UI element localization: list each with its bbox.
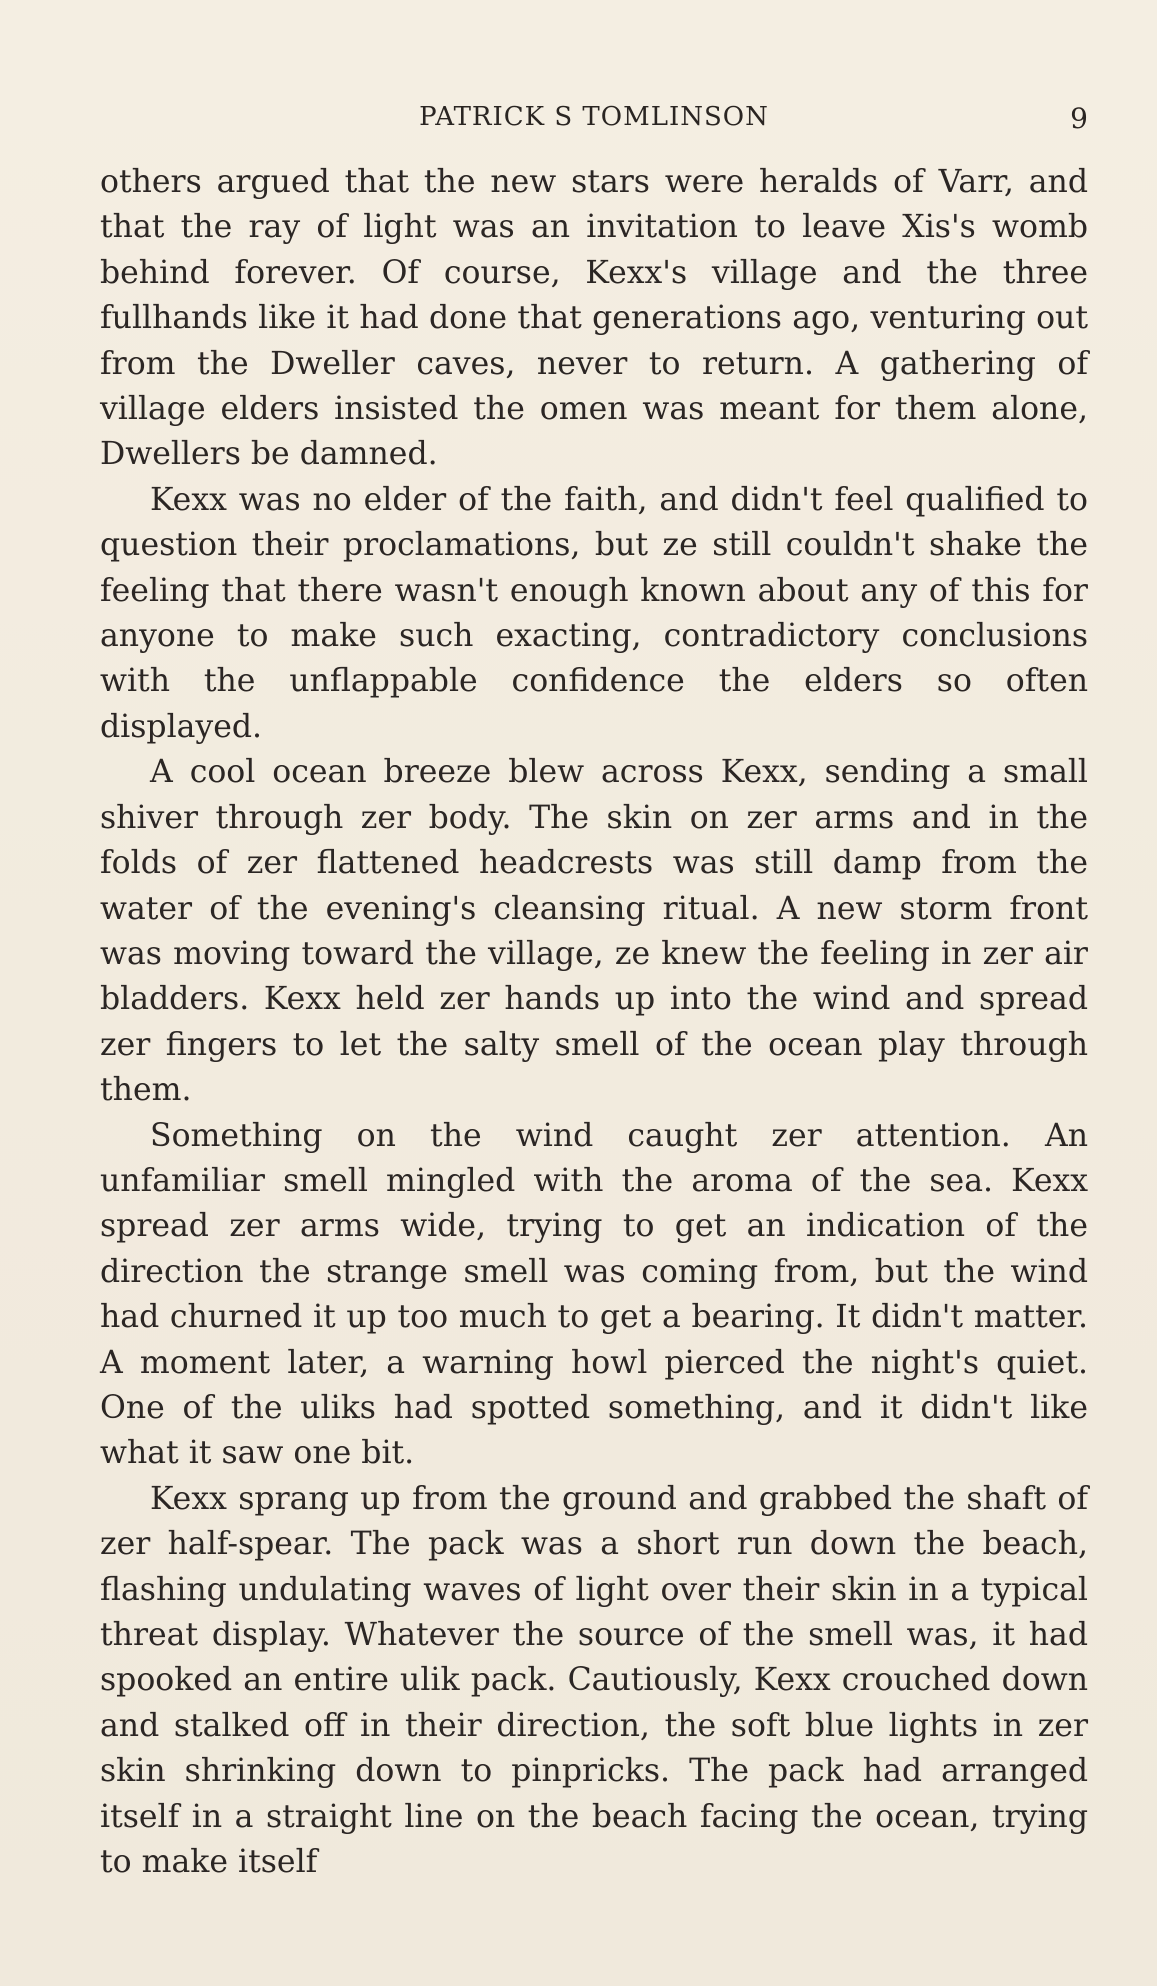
body-text <box>100 160 1088 1885</box>
running-header <box>100 102 1088 142</box>
paragraph-continued: others argued that the new stars were heralds of Varr, and that the ray of light was an invitation to leave Xis's womb behind forever. Of course, Kexx's village and the three fullhands like it had done that generations ago, venturing out from the Dweller caves, never to return. A gathering of village elders insisted the omen was meant for them alone, Dwellers be damned. <box>100 164 1088 473</box>
paragraph: Kexx sprang up from the ground and grabbed the shaft of zer half-spear. The pack was a short run down the beach, flashing undulating waves of light over their skin in a typical threat display. Whatever the source of the smell was, it had spooked an entire ulik pack. Cautiously, Kexx crouched down and stalked off in their direction, the soft blue lights in zer skin shrinking down to pinpricks. The pack had arranged itself in a straight line on the beach facing the ocean, trying to make itself <box>100 1480 1088 1881</box>
page-number: 9 <box>1070 102 1088 135</box>
running-head-author: PATRICK S TOMLINSON <box>419 102 769 132</box>
paragraph: A cool ocean breeze blew across Kexx, sending a small shiver through zer body. The skin on zer arms and in the folds of zer flattened headcrests was still damp from the water of the evening's cleansing ritual. A new storm front was moving toward the village, ze knew the feeling in zer air bladders. Kexx held zer hands up into the wind and spread zer fingers to let the salty smell of the ocean play through them. <box>100 754 1088 1109</box>
paragraph: Kexx was no elder of the faith, and didn't feel qualified to question their proclamations, but ze still couldn't shake the feeling that there wasn't enough known about any of this for anyone to make such exacting, contradictory conclusions with the unflappable confidence the elders so often displayed. <box>100 481 1088 745</box>
paragraph: Something on the wind caught zer attention. An unfamiliar smell mingled with the aroma of the sea. Kexx spread zer arms wide, trying to get an indication of the direction the strange smell was coming from, but the wind had churned it up too much to get a bearing. It didn't matter. A moment later, a warning howl pierced the night's quiet. One of the uliks had spotted something, and it didn't like what it saw one bit. <box>100 1117 1088 1472</box>
